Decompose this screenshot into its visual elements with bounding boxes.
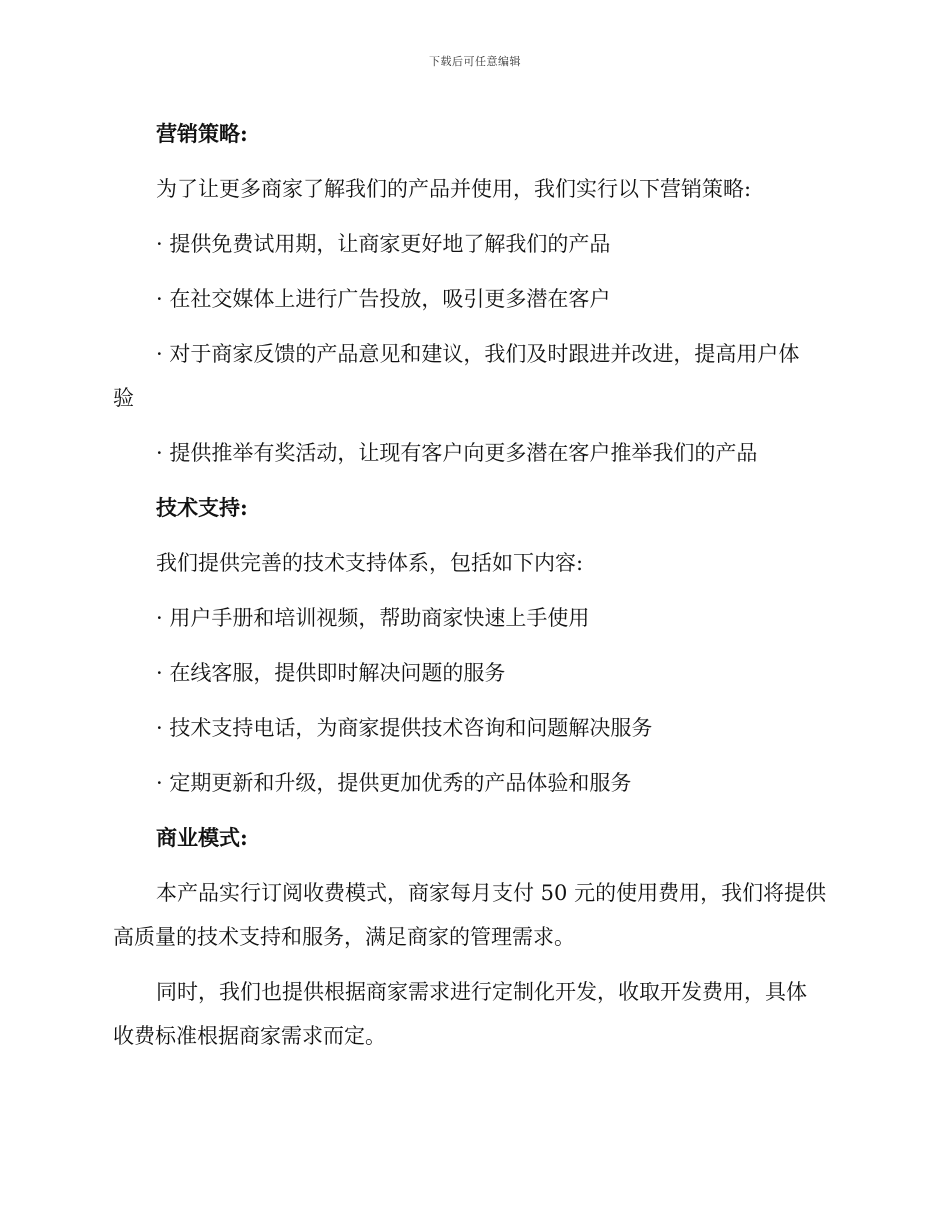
- tech-support-bullet-2: · 在线客服，提供即时解决问题的服务: [156, 661, 506, 685]
- document-body: [113, 112, 840, 1069]
- tech-support-bullet-4: · 定期更新和升级，提供更加优秀的产品体验和服务: [156, 771, 632, 795]
- marketing-bullet-4: · 提供推举有奖活动，让现有客户向更多潜在客户推举我们的产品: [156, 441, 758, 465]
- business-model-para1-line2: 高质量的技术支持和服务，满足商家的管理需求。: [113, 925, 575, 949]
- page-header-watermark: 下载后可任意编辑: [429, 55, 521, 68]
- business-model-para2-line2: 收费标准根据商家需求而定。: [113, 1024, 386, 1048]
- marketing-bullet-3-continued: 验: [113, 386, 134, 410]
- marketing-bullet-2: · 在社交媒体上进行广告投放，吸引更多潜在客户: [156, 287, 611, 311]
- tech-support-bullet-3: · 技术支持电话，为商家提供技术咨询和问题解决服务: [156, 716, 653, 740]
- marketing-intro: 为了让更多商家了解我们的产品并使用，我们实行以下营销策略:: [156, 177, 752, 201]
- marketing-bullet-1: · 提供免费试用期，让商家更好地了解我们的产品: [156, 232, 611, 256]
- business-model-para1-line1: 本产品实行订阅收费模式，商家每月支付 50 元的使用费用，我们将提供: [156, 881, 827, 905]
- marketing-bullet-3: · 对于商家反馈的产品意见和建议，我们及时跟进并改进，提高用户体: [156, 342, 800, 366]
- tech-support-heading: 技术支持:: [156, 495, 248, 520]
- tech-support-bullet-1: · 用户手册和培训视频，帮助商家快速上手使用: [156, 606, 590, 630]
- business-model-heading: 商业模式:: [156, 825, 248, 850]
- tech-support-intro: 我们提供完善的技术支持体系，包括如下内容:: [156, 551, 584, 575]
- business-model-para2-line1: 同时，我们也提供根据商家需求进行定制化开发，收取开发费用，具体: [156, 980, 807, 1004]
- marketing-heading: 营销策略:: [156, 121, 248, 146]
